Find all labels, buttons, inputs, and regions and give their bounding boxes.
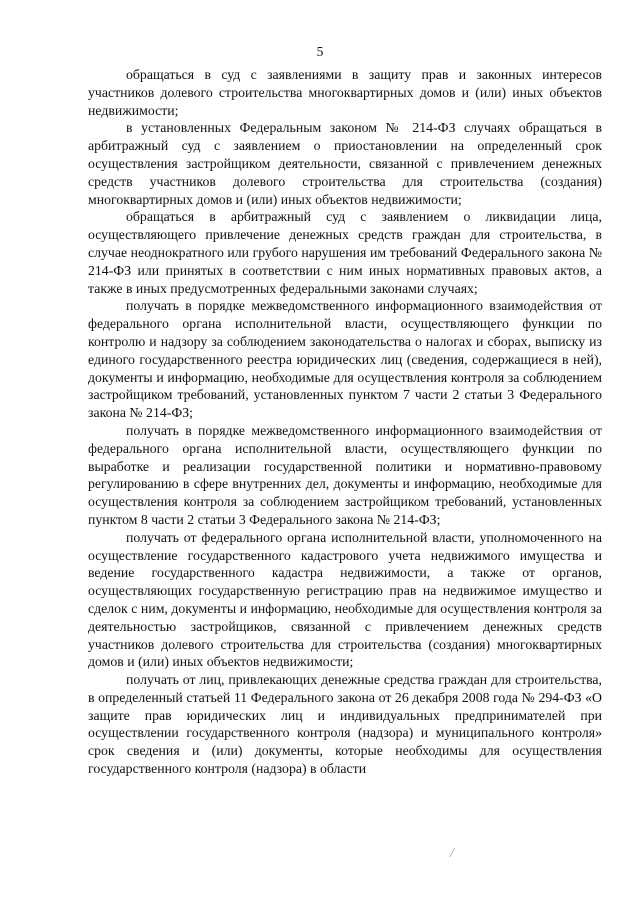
paragraph: получать в порядке межведомственного информационного взаимодействия от федерального органа исполнительной власти, осуществляющего функции по контролю и надзору за соблюдением законодательства о налогах и сборах, выписку из единого государственного реестра юридических лиц (сведения, содержащиеся в ней), документы и информацию, необходимые для осуществления контроля за соблюдением застройщиком требований, установленных пунктом 7 части 2 статьи 3 Федерального закона № 214-ФЗ;: [88, 298, 602, 421]
paragraph: обращаться в суд с заявлениями в защиту прав и законных интересов участников долевого строительства многоквартирных домов и (или) иных объектов недвижимости;: [88, 67, 602, 118]
paragraph: получать от лиц, привлекающих денежные средства граждан для строительства, в определенный статьей 11 Федерального закона от 26 декабря 2008 года № 294-ФЗ «О защите прав юридических лиц и индивидуальных предпринимателей при осуществлении государственного контроля (надзора) и муниципального контроля» срок сведения и (или) документы, которые необходимы для осуществления государственного контроля (надзора) в области: [88, 672, 602, 777]
page-number: 5: [316, 44, 324, 59]
body-text: [88, 66, 602, 778]
paragraph: обращаться в арбитражный суд с заявлением о ликвидации лица, осуществляющего привлечение денежных средств граждан для строительства, в случае неоднократного или грубого нарушения им требований Федерального закона № 214-ФЗ или принятых в соответствии с ним иных нормативных правовых актов, а также в иных предусмотренных федеральными законами случаях;: [88, 209, 602, 296]
paragraph: в установленных Федеральным законом № 214-ФЗ случаях обращаться в арбитражный суд с заявлением о приостановлении на определенный срок осуществления застройщиком деятельности, связанной с привлечением денежных средств участников долевого строительства для строительства (создания) многоквартирных домов и (или) иных объектов недвижимости;: [88, 120, 602, 207]
paragraph: получать от федерального органа исполнительной власти, уполномоченного на осуществление государственного кадастрового учета недвижимого имущества и ведение государственного кадастра недвижимости, а также от органов, осуществляющих государственную регистрацию прав на недвижимое имущество и сделок с ним, документы и информацию, необходимые для осуществления контроля за деятельностью застройщиков, связанной с привлечением денежных средств участников долевого строительства для строительства (создания) многоквартирных домов и (или) иных объектов недвижимости;: [88, 529, 602, 670]
paragraph: получать в порядке межведомственного информационного взаимодействия от федерального органа исполнительной власти, осуществляющего функции по выработке и реализации государственной политики и нормативно-правовому регулированию в сфере внутренних дел, документы и информацию, необходимые для осуществления контроля за соблюдением застройщиком требований, установленных пунктом 8 части 2 статьи 3 Федерального закона № 214-ФЗ;: [88, 422, 602, 527]
handwritten-mark: /: [450, 846, 454, 861]
